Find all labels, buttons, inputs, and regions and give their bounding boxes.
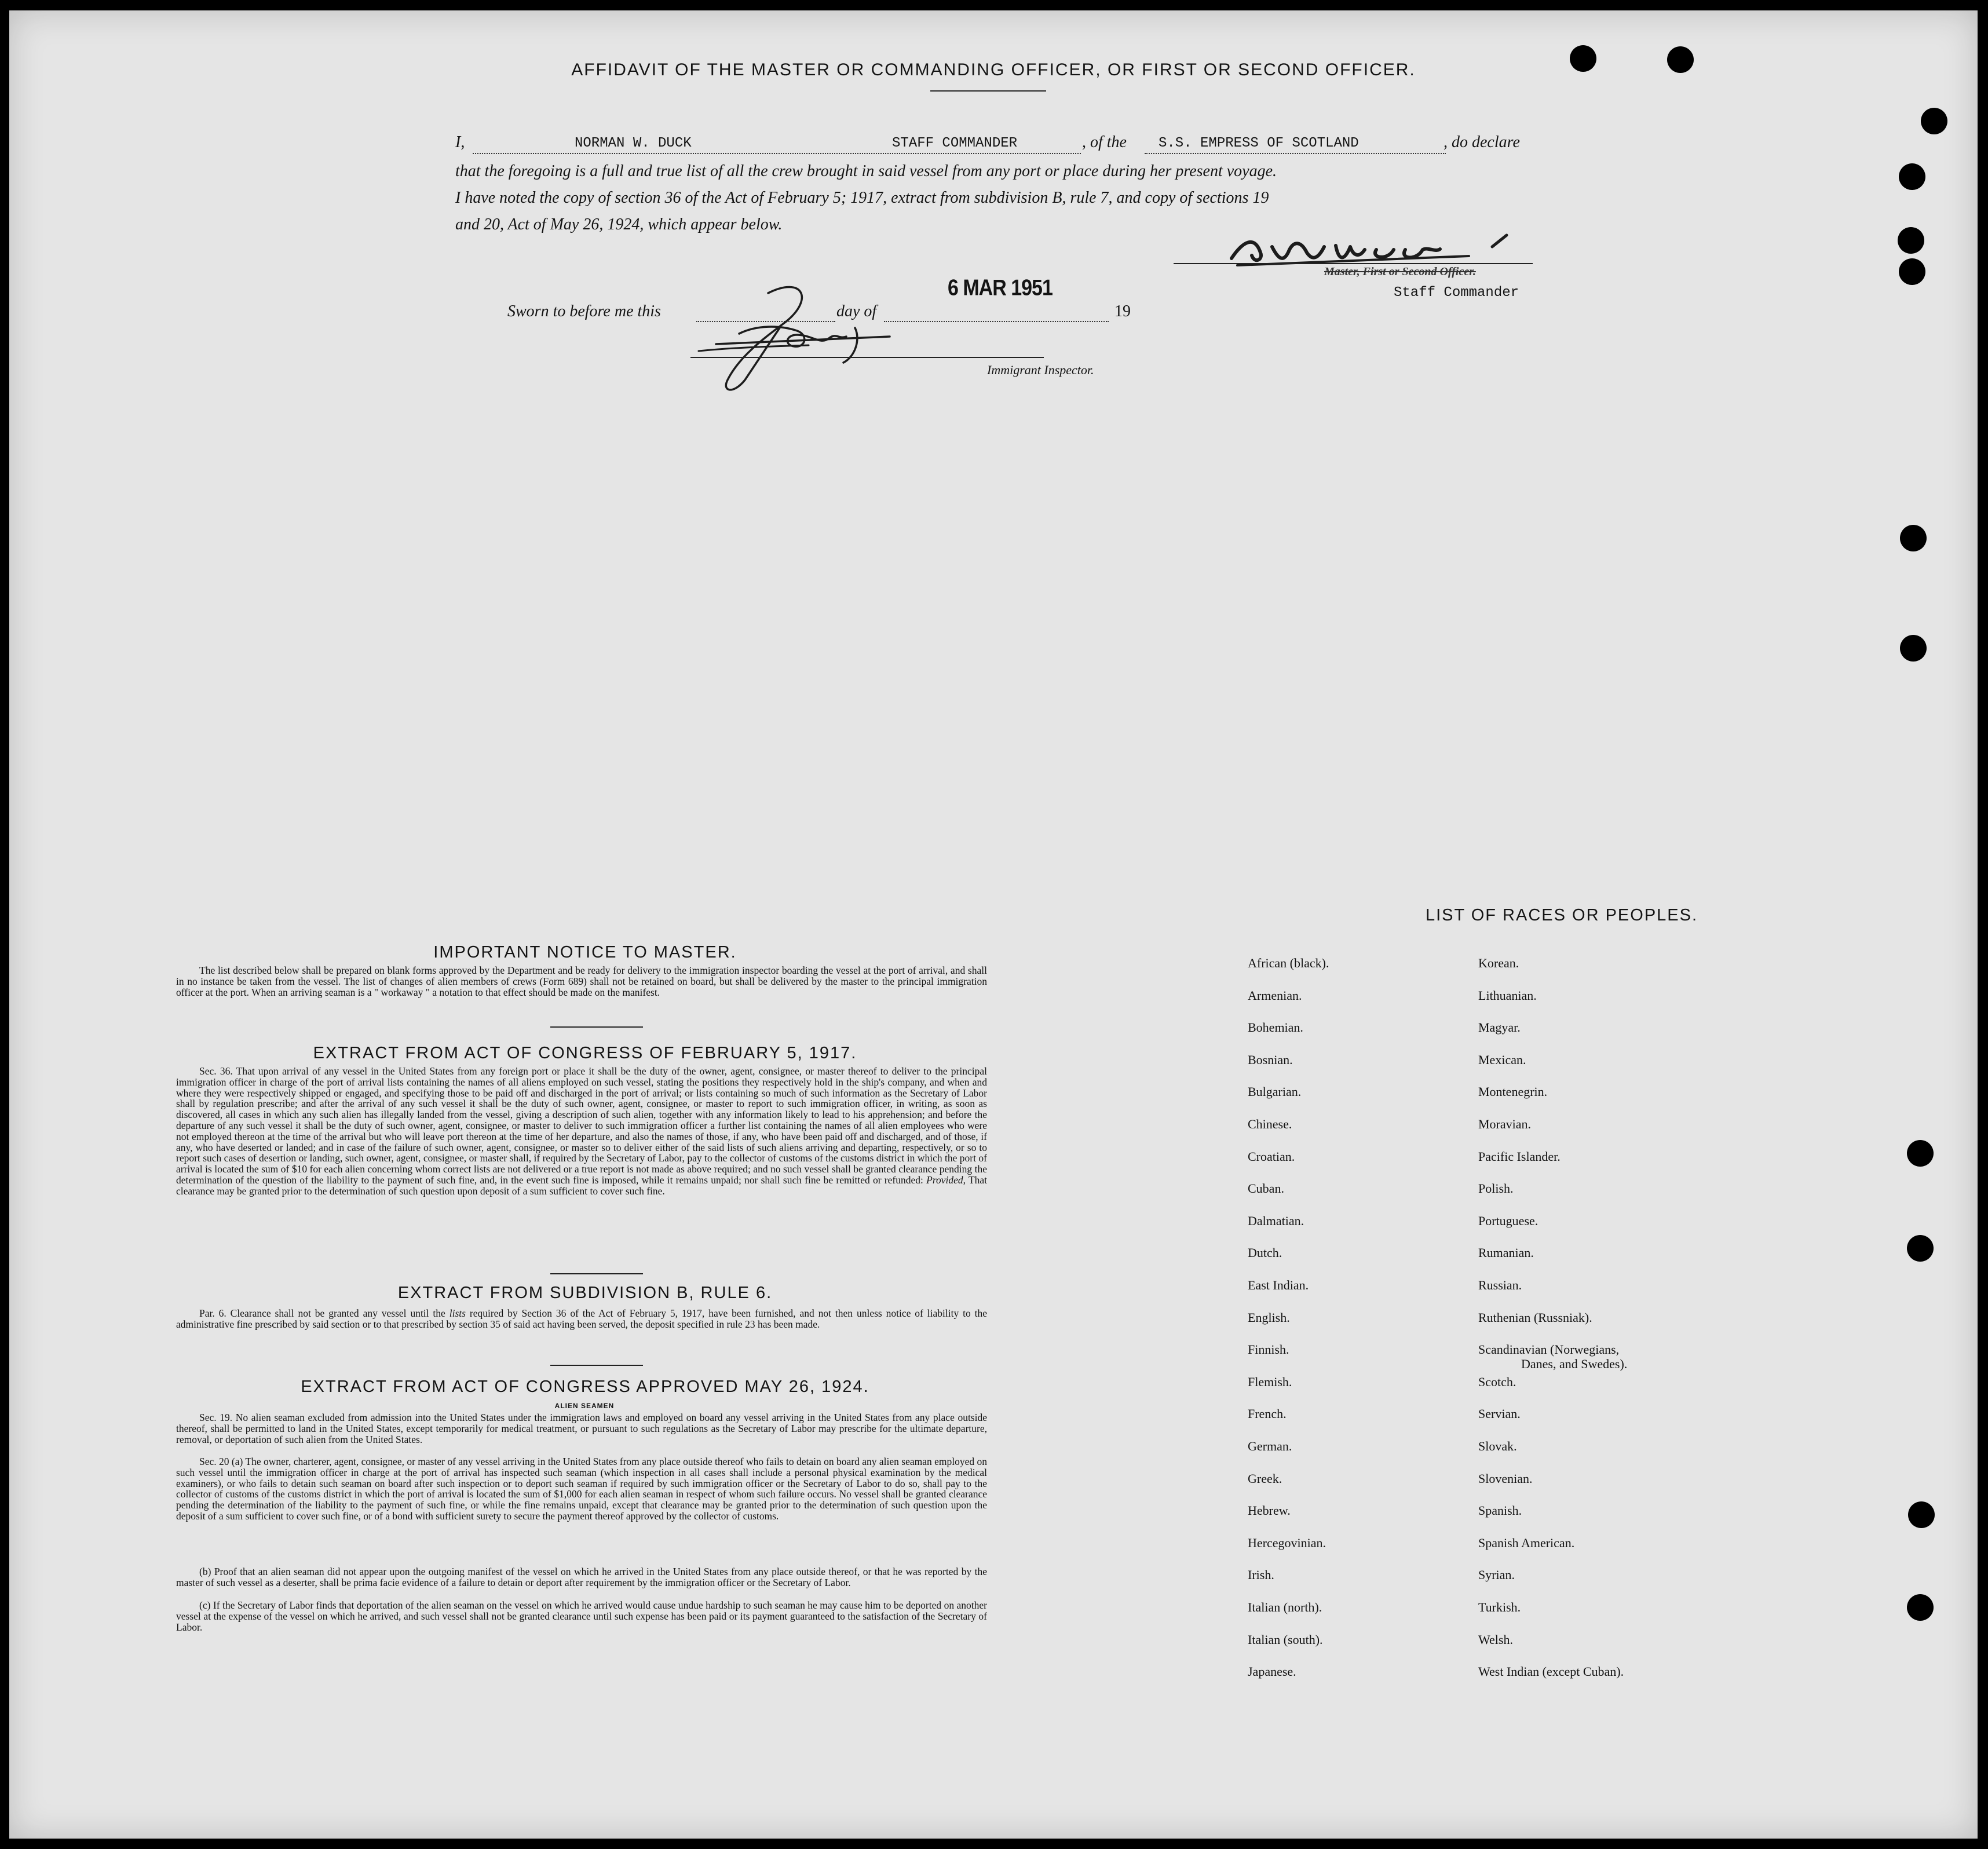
- race-item: Dutch.: [1248, 1245, 1282, 1260]
- race-item: Chinese.: [1248, 1117, 1292, 1131]
- punch-hole: [1921, 108, 1947, 134]
- sec36-text: Sec. 36. That upon arrival of any vessel in the United States from any foreign port or place it shall be the duty of the owner, agent, consignee, or master thereof to deliver to the principal immigration officer in charge of the port of arrival lists containing the names of all aliens employed on such vessel, stating the positions they respectively hold in the ship's company, and when and where they were respectively shipped or engaged, and specifying those to be paid off and discharged in the port of arrival; or lists containing so much of such information as the Secretary of Labor shall by regulation prescribe; and after the arrival of any such vessel it shall be the duty of such owner, agent, consignee, or master to report to such immigration officer, in writing, as soon as discovered, all cases in which any such alien has illegally landed from the vessel, giving a description of such alien, together with any information likely to lead to his apprehension; and before the departure of any such vessel it shall be the duty of such owner, agent, consignee, or master to deliver to such immigration officer a further list containing the names of all alien employees who were not employed thereon at the time of the arrival but who will leave port thereon at the time of her departure, and also the names of those, if any, who have been paid off and discharged, and of those, if any, who have deserted or landed; and in case of the failure of such owner, agent, consignee, or master so to deliver either of the said lists of such aliens arriving and departing, respectively, or so to report such cases of desertion or landing, such owner, agent, consignee, or master shall, if required by the Secretary of Labor, pay to the collector of customs of the customs district in which the port of arrival is located the sum of $10 for each alien concerning whom correct lists are not delivered or a true report is not made as above required; and no such vessel shall be granted clearance pending the determination of the question of the liability to the payment of such fine, and, in the event such fine is imposed, while it remains unpaid; nor shall such fine be remitted or refunded:: [176, 1065, 987, 1186]
- par6-text-b: required by Section 36 of the Act of February 5, 1917, have been furnished, and not then unless notice of liability to the administrative fine prescribed by said section or to that prescribed by section 35 of said act having been served, the deposit specified in rule 23 has been made.: [176, 1307, 988, 1330]
- sworn-text: Sworn to before me this: [507, 302, 661, 320]
- par6-text-a: Par. 6. Clearance shall not be granted any vessel until the: [199, 1307, 445, 1319]
- race-item: French.: [1248, 1406, 1287, 1421]
- date-stamp: 6 MAR 1951: [948, 275, 1053, 301]
- race-item: Polish.: [1478, 1181, 1514, 1196]
- race-item: Korean.: [1478, 956, 1519, 970]
- race-item: Flemish.: [1248, 1375, 1292, 1389]
- punch-hole: [1907, 1140, 1934, 1167]
- race-item: Slovak.: [1478, 1439, 1517, 1453]
- proviso-text: That clearance may be granted prior to the determination of such question upon deposit of a sum sufficient to cover such fine.: [176, 1174, 988, 1197]
- race-item: Bulgarian.: [1248, 1084, 1302, 1099]
- race-item: Greek.: [1248, 1471, 1282, 1486]
- race-item: Italian (north).: [1248, 1600, 1322, 1614]
- section-divider: [550, 1026, 643, 1028]
- race-item: Dalmatian.: [1248, 1214, 1304, 1228]
- section-divider: [550, 1273, 643, 1274]
- inspector-line: [690, 357, 1044, 358]
- fill-line: [884, 321, 1109, 322]
- proviso-word: Provided,: [926, 1174, 966, 1186]
- race-item: West Indian (except Cuban).: [1478, 1664, 1624, 1679]
- race-item: Welsh.: [1478, 1632, 1513, 1647]
- fill-line: [473, 153, 1081, 154]
- do-declare-text: , do declare: [1444, 133, 1520, 151]
- signature-role-label: Master, First or Second Officer.: [1324, 265, 1476, 278]
- race-item: African (black).: [1248, 956, 1329, 970]
- race-item: Slovenian.: [1478, 1471, 1533, 1486]
- title-underline: [930, 90, 1046, 92]
- sec20a-text: Sec. 20 (a) The owner, charterer, agent, consignee, or master of any vessel arriving in the United States from any place outside thereof who fails to detain on board any alien seaman employed on such vessel until the immigration officer in charge at the port of arrival has inspected such seaman (which inspection in all cases shall include a personal physical examination by the medical examiners), or who fails to detain such seaman on board after such inspection or to deport such seaman if required by such immigration officer or the Secretary of Labor to do so, shall pay to the collector of customs of the customs district in which the port of arrival is located the sum of $1,000 for each alien seaman in respect of whom such failure occurs. No vessel shall be granted clearance pending the determination of the liability to the payment of such fine, or while the fine remains unpaid, except that clearance may be granted prior to the determination of such question upon the deposit of a sum sufficient to cover such fine, or of a bond with sufficient surety to secure the payment thereof approved by the collector of customs.: [176, 1456, 987, 1522]
- race-item: Servian.: [1478, 1406, 1521, 1421]
- section-divider: [550, 1365, 643, 1366]
- race-item: Pacific Islander.: [1478, 1149, 1561, 1164]
- race-item: Bohemian.: [1248, 1020, 1303, 1035]
- punch-hole: [1908, 1501, 1935, 1528]
- punch-hole: [1898, 227, 1924, 254]
- race-item: Finnish.: [1248, 1342, 1289, 1357]
- race-item: Scotch.: [1478, 1375, 1516, 1389]
- year-prefix: 19: [1114, 302, 1131, 320]
- punch-hole: [1899, 163, 1925, 190]
- declaration-line-4: and 20, Act of May 26, 1924, which appear below.: [455, 215, 783, 233]
- race-item: Croatian.: [1248, 1149, 1295, 1164]
- race-item: Syrian.: [1478, 1567, 1515, 1582]
- race-item: Hebrew.: [1248, 1503, 1291, 1518]
- sec20c-text: (c) If the Secretary of Labor finds that deportation of the alien seaman on the vessel on which he arrived would cause undue hardship to such seaman he may cause him to be deported on another vessel at the expense of the vessel on which he arrived, and such vessel shall not be granted clearance until such expense has been paid or its payment guaranteed to the satisfaction of the Secretary of Labor.: [176, 1599, 987, 1633]
- notice-title: IMPORTANT NOTICE TO MASTER.: [433, 943, 737, 962]
- race-item: German.: [1248, 1439, 1292, 1453]
- notice-body: The list described below shall be prepared on blank forms approved by the Department and be ready for delivery to the immigration inspector boarding the vessel at the port of arrival, and shall in no instance be taken from the vessel. The list of changes of alien members of crews (Form 689) shall not be retained on board, but shall be delivered by the master to the principal immigration officer at the port. When an arriving seaman is a " workaway " a notation to that effect should be made on the manifest.: [176, 964, 987, 998]
- race-item-continuation: Danes, and Swedes).: [1521, 1357, 1628, 1371]
- extract-rule6-body: [176, 1308, 987, 1330]
- race-item: Cuban.: [1248, 1181, 1284, 1196]
- extract-1917-title: EXTRACT FROM ACT OF CONGRESS OF FEBRUARY 5, 1917.: [313, 1044, 857, 1062]
- race-item: Russian.: [1478, 1278, 1522, 1292]
- race-item: Japanese.: [1248, 1664, 1296, 1679]
- punch-hole: [1900, 635, 1927, 662]
- races-title: LIST OF RACES OR PEOPLES.: [1425, 906, 1698, 924]
- signature-line: [1174, 263, 1533, 264]
- race-item: Ruthenian (Russniak).: [1478, 1310, 1592, 1325]
- race-item: Hercegovinian.: [1248, 1536, 1326, 1550]
- punch-hole: [1907, 1594, 1934, 1621]
- race-item: Armenian.: [1248, 988, 1302, 1003]
- race-item: Magyar.: [1478, 1020, 1521, 1035]
- race-item: English.: [1248, 1310, 1290, 1325]
- alien-seamen-subtitle: ALIEN SEAMEN: [554, 1402, 615, 1410]
- race-item: Mexican.: [1478, 1053, 1526, 1067]
- inspector-label: Immigrant Inspector.: [987, 363, 1094, 377]
- master-rank: STAFF COMMANDER: [892, 136, 1018, 151]
- sec20b-text: (b) Proof that an alien seaman did not appear upon the outgoing manifest of the vessel on which he arrived in the United States from any place outside thereof, or that he was reported by the master of such vessel as a deserter, shall be prima facie evidence of a failure to detain or deport after requirement by the immigration officer or the Secretary of Labor.: [176, 1566, 987, 1588]
- race-item: Spanish American.: [1478, 1536, 1575, 1550]
- race-item: Montenegrin.: [1478, 1084, 1548, 1099]
- signer-title: Staff Commander: [1394, 285, 1519, 301]
- declaration-line-3: I have noted the copy of section 36 of the Act of February 5; 1917, extract from subdivision B, rule 7, and copy of sections 19: [455, 189, 1269, 207]
- document-page: [9, 10, 1978, 1839]
- race-item: Moravian.: [1478, 1117, 1532, 1131]
- of-the-text: , of the: [1082, 133, 1127, 151]
- day-of-text: day of: [836, 302, 877, 320]
- declaration-prefix: I,: [455, 133, 465, 151]
- sec19-text: Sec. 19. No alien seaman excluded from admission into the United States under the immigration laws and employed on board any vessel arriving in the United States from any place outside thereof, shall be permitted to land in the United States, except temporarily for medical treatment, or pursuant to such regulations as the Secretary of Labor may prescribe for the ultimate departure, removal, or deportation of such alien from the United States.: [176, 1412, 987, 1445]
- race-item: Scandinavian (Norwegians,: [1478, 1342, 1620, 1357]
- punch-hole: [1900, 525, 1927, 551]
- race-item: Lithuanian.: [1478, 988, 1537, 1003]
- fill-line: [1145, 153, 1446, 154]
- extract-1917-body: [176, 1066, 987, 1197]
- vessel-name: S.S. EMPRESS OF SCOTLAND: [1159, 136, 1359, 151]
- race-item: Portuguese.: [1478, 1214, 1538, 1228]
- race-item: Spanish.: [1478, 1503, 1522, 1518]
- extract-rule6-title: EXTRACT FROM SUBDIVISION B, RULE 6.: [397, 1284, 773, 1302]
- extract-1924-title: EXTRACT FROM ACT OF CONGRESS APPROVED MAY 26, 1924.: [301, 1377, 869, 1396]
- inspector-signature: [681, 270, 901, 397]
- par6-lists: lists: [449, 1307, 466, 1319]
- race-item: Turkish.: [1478, 1600, 1521, 1614]
- race-item: Irish.: [1248, 1567, 1274, 1582]
- race-item: Bosnian.: [1248, 1053, 1293, 1067]
- race-item: Italian (south).: [1248, 1632, 1323, 1647]
- master-name: NORMAN W. DUCK: [575, 136, 692, 151]
- declaration-line-2: that the foregoing is a full and true list of all the crew brought in said vessel from any port or place during her present voyage.: [455, 162, 1277, 180]
- race-item: East Indian.: [1248, 1278, 1309, 1292]
- punch-hole: [1907, 1235, 1934, 1262]
- affidavit-title: AFFIDAVIT OF THE MASTER OR COMMANDING OFFICER, OR FIRST OR SECOND OFFICER.: [571, 60, 1416, 79]
- race-item: Rumanian.: [1478, 1245, 1534, 1260]
- punch-hole: [1899, 258, 1925, 285]
